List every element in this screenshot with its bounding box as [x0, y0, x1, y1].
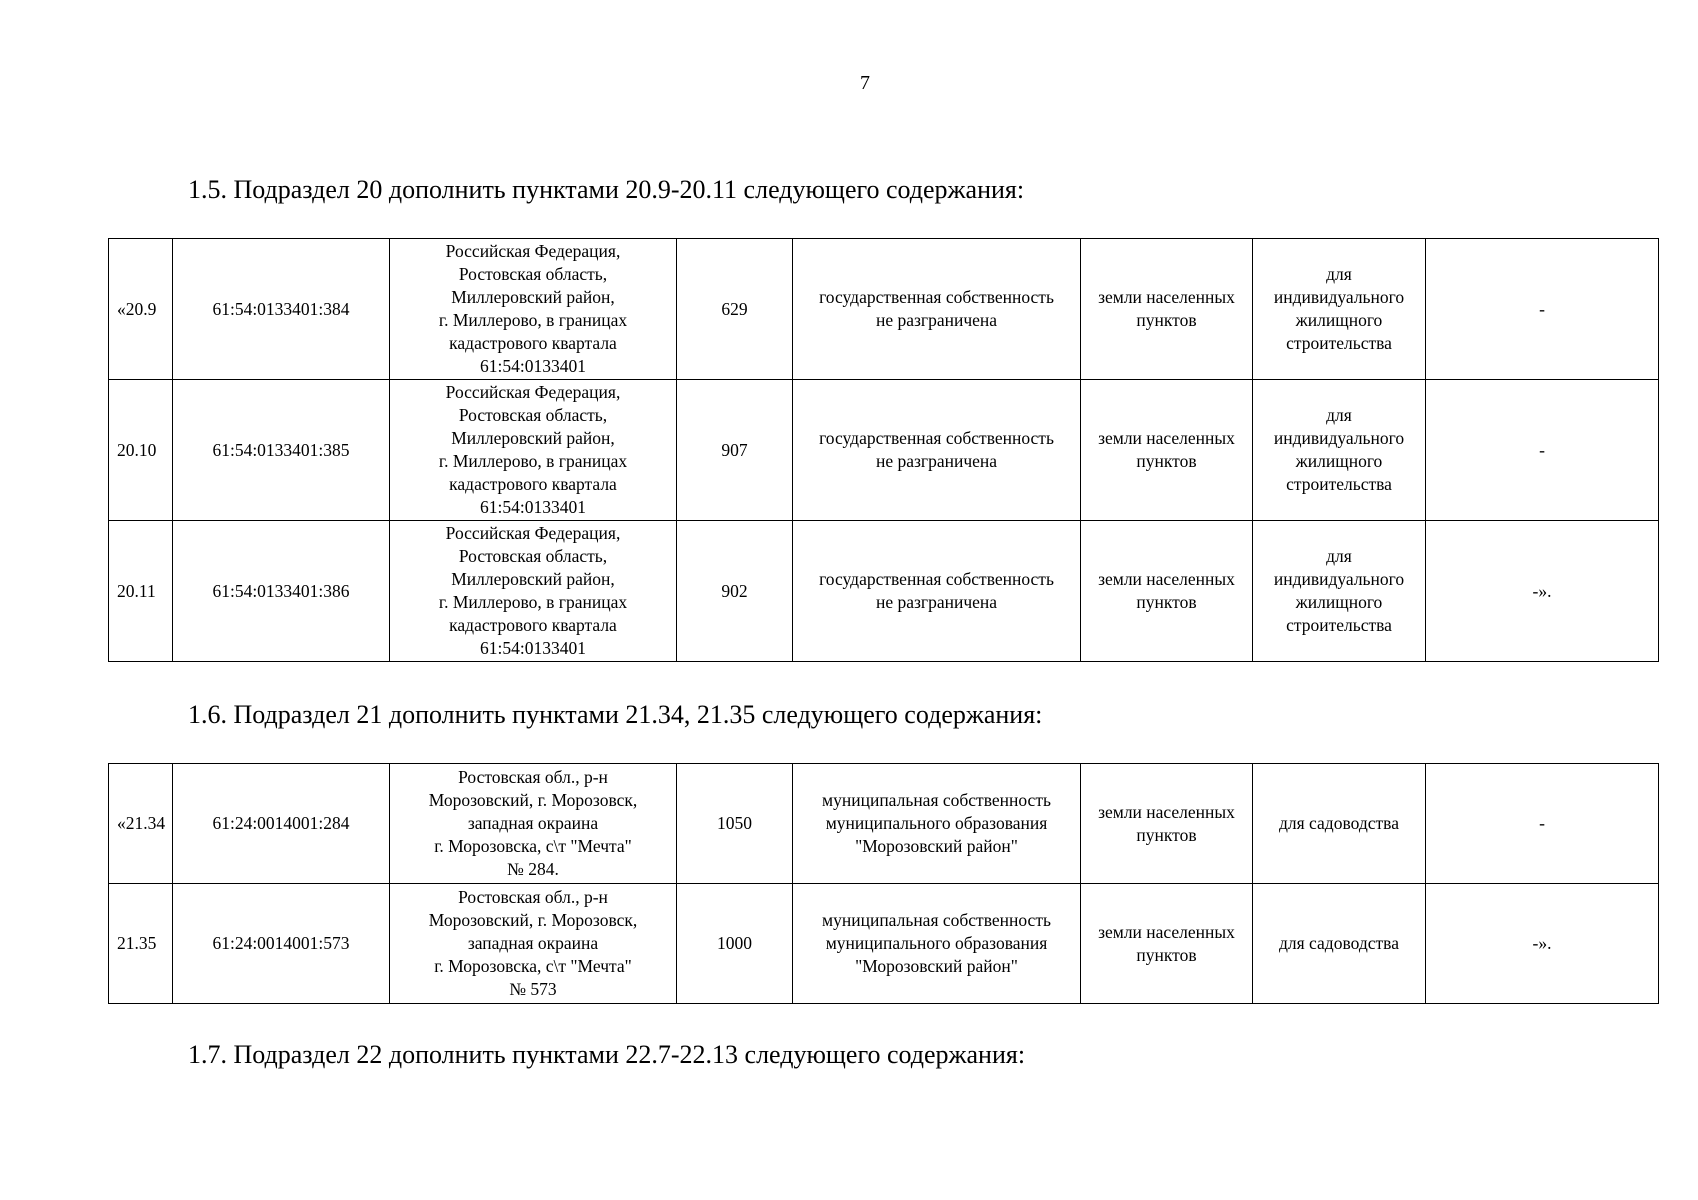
ownership: государственная собственность не разграничена	[793, 380, 1081, 521]
ownership: муниципальная собственность муниципального образования "Морозовский район"	[793, 764, 1081, 884]
note: -».	[1426, 521, 1659, 662]
ownership: муниципальная собственность муниципального образования "Морозовский район"	[793, 884, 1081, 1004]
permitted-use: для садоводства	[1253, 764, 1426, 884]
address: Ростовская обл., р-н Морозовский, г. Морозовск, западная окраина г. Морозовска, с\т "Мечта" № 284.	[390, 764, 677, 884]
area: 1000	[677, 884, 793, 1004]
area: 629	[677, 239, 793, 380]
page-number: 7	[860, 72, 870, 94]
cadastral-number: 61:24:0014001:284	[173, 764, 390, 884]
address: Российская Федерация, Ростовская область, Миллеровский район, г. Миллерово, в границах кадастрового квартала 61:54:0133401	[390, 521, 677, 662]
address: Ростовская обл., р-н Морозовский, г. Морозовск, западная окраина г. Морозовска, с\т "Мечта" № 573	[390, 884, 677, 1004]
land-category: земли населенных пунктов	[1081, 884, 1253, 1004]
cadastral-number: 61:24:0014001:573	[173, 884, 390, 1004]
item-number: «21.34	[109, 764, 173, 884]
table-row	[109, 239, 1659, 380]
area: 1050	[677, 764, 793, 884]
land-category: земли населенных пунктов	[1081, 764, 1253, 884]
permitted-use: для индивидуального жилищного строительства	[1253, 380, 1426, 521]
section-heading-1-5: 1.5. Подраздел 20 дополнить пунктами 20.9-20.11 следующего содержания:	[188, 175, 1025, 204]
permitted-use: для садоводства	[1253, 884, 1426, 1004]
table-subsection-21	[108, 763, 1659, 1004]
address: Российская Федерация, Ростовская область, Миллеровский район, г. Миллерово, в границах кадастрового квартала 61:54:0133401	[390, 239, 677, 380]
table-row	[109, 764, 1659, 884]
area: 907	[677, 380, 793, 521]
table-subsection-20	[108, 238, 1659, 662]
land-category: земли населенных пунктов	[1081, 239, 1253, 380]
land-category: земли населенных пунктов	[1081, 521, 1253, 662]
cadastral-number: 61:54:0133401:385	[173, 380, 390, 521]
permitted-use: для индивидуального жилищного строительства	[1253, 239, 1426, 380]
note: -	[1426, 380, 1659, 521]
permitted-use: для индивидуального жилищного строительства	[1253, 521, 1426, 662]
item-number: 20.10	[109, 380, 173, 521]
item-number: «20.9	[109, 239, 173, 380]
note: -	[1426, 764, 1659, 884]
section-heading-1-6: 1.6. Подраздел 21 дополнить пунктами 21.34, 21.35 следующего содержания:	[188, 700, 1043, 729]
section-heading-1-7: 1.7. Подраздел 22 дополнить пунктами 22.7-22.13 следующего содержания:	[188, 1040, 1026, 1069]
area: 902	[677, 521, 793, 662]
ownership: государственная собственность не разграничена	[793, 521, 1081, 662]
table-row	[109, 884, 1659, 1004]
item-number: 21.35	[109, 884, 173, 1004]
address: Российская Федерация, Ростовская область, Миллеровский район, г. Миллерово, в границах кадастрового квартала 61:54:0133401	[390, 380, 677, 521]
item-number: 20.11	[109, 521, 173, 662]
table-row	[109, 380, 1659, 521]
cadastral-number: 61:54:0133401:386	[173, 521, 390, 662]
note: -	[1426, 239, 1659, 380]
table-row	[109, 521, 1659, 662]
ownership: государственная собственность не разграничена	[793, 239, 1081, 380]
cadastral-number: 61:54:0133401:384	[173, 239, 390, 380]
note: -».	[1426, 884, 1659, 1004]
land-category: земли населенных пунктов	[1081, 380, 1253, 521]
